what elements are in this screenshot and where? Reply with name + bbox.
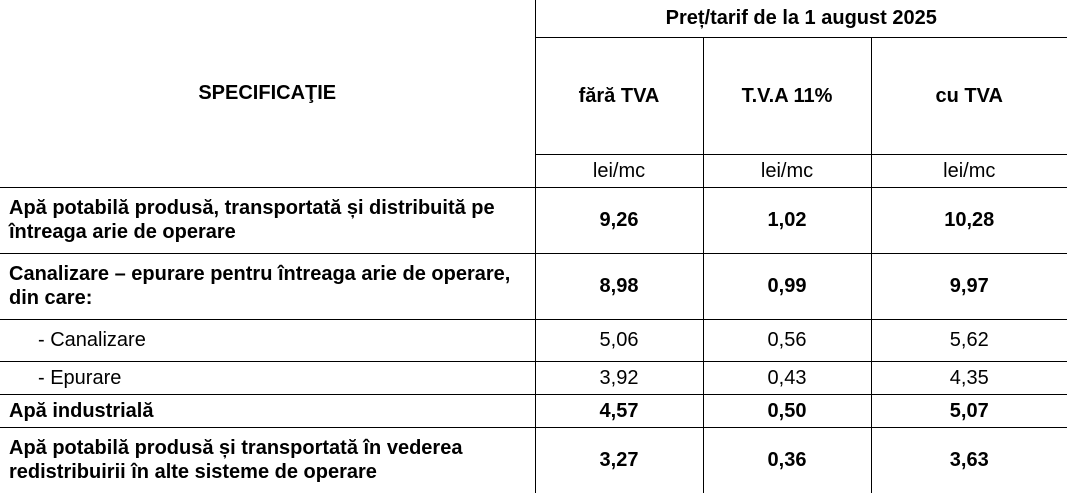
header-tva: T.V.A 11%: [703, 37, 871, 154]
table-row: [0, 253, 1067, 319]
cell-tva: 0,36: [703, 427, 871, 493]
unit-tva: lei/mc: [703, 154, 871, 187]
row-label: Canalizare – epurare pentru întreaga arie de operare, din care:: [0, 253, 535, 319]
row-label: Apă potabilă produsă și transportată în vederea redistribuirii în alte sisteme de operare: [0, 427, 535, 493]
table-row: [0, 361, 1067, 394]
cell-cu-tva: 4,35: [871, 361, 1067, 394]
cell-fara-tva: 3,27: [535, 427, 703, 493]
table-row: [0, 427, 1067, 493]
cell-tva: 0,43: [703, 361, 871, 394]
cell-cu-tva: 10,28: [871, 187, 1067, 253]
cell-fara-tva: 5,06: [535, 319, 703, 361]
table-row: [0, 319, 1067, 361]
cell-fara-tva: 8,98: [535, 253, 703, 319]
cell-cu-tva: 3,63: [871, 427, 1067, 493]
unit-cu-tva: lei/mc: [871, 154, 1067, 187]
row-label: - Epurare: [0, 361, 535, 394]
header-cu-tva: cu TVA: [871, 37, 1067, 154]
cell-fara-tva: 4,57: [535, 394, 703, 427]
header-fara-tva: fără TVA: [535, 37, 703, 154]
row-label: - Canalizare: [0, 319, 535, 361]
cell-tva: 0,50: [703, 394, 871, 427]
cell-cu-tva: 5,62: [871, 319, 1067, 361]
row-label: Apă potabilă produsă, transportată și distribuită pe întreaga arie de operare: [0, 187, 535, 253]
unit-fara-tva: lei/mc: [535, 154, 703, 187]
table-row: [0, 187, 1067, 253]
cell-tva: 0,99: [703, 253, 871, 319]
cell-tva: 0,56: [703, 319, 871, 361]
cell-cu-tva: 5,07: [871, 394, 1067, 427]
header-specificatie: SPECIFICAŢIE: [0, 0, 535, 187]
row-label: Apă industrială: [0, 394, 535, 427]
cell-tva: 1,02: [703, 187, 871, 253]
cell-fara-tva: 3,92: [535, 361, 703, 394]
cell-cu-tva: 9,97: [871, 253, 1067, 319]
header-price-group: Preț/tarif de la 1 august 2025: [535, 0, 1067, 37]
table-row: [0, 394, 1067, 427]
cell-fara-tva: 9,26: [535, 187, 703, 253]
